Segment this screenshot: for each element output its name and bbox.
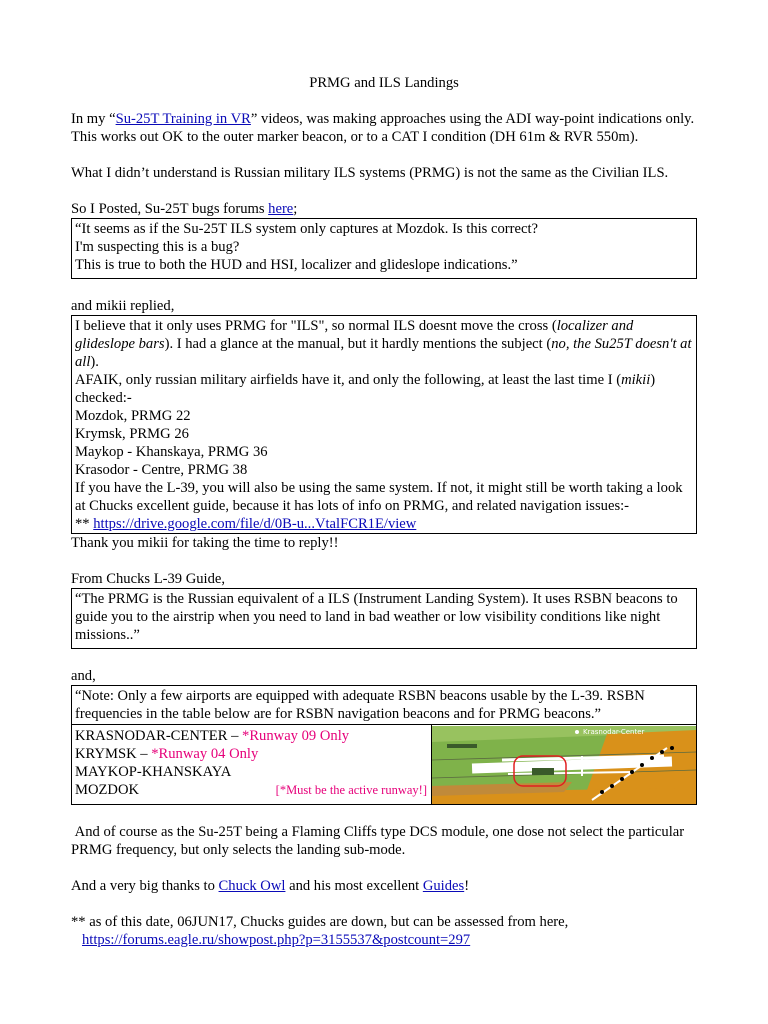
quote-line: “It seems as if the Su-25T ILS system only captures at Mozdok. Is this correct? bbox=[75, 221, 538, 237]
document-title: PRMG and ILS Landings bbox=[309, 75, 459, 91]
quote-line: I'm suspecting this is a bug? bbox=[75, 239, 240, 255]
forum-here-link[interactable]: here bbox=[268, 201, 294, 217]
google-drive-link[interactable]: https://drive.google.com/file/d/0B-u...VtalFCR1E/view bbox=[93, 516, 417, 532]
airport-row: KRASNODAR-CENTER – *Runway 09 Only bbox=[75, 728, 350, 744]
guides-link[interactable]: Guides bbox=[422, 878, 465, 894]
chucks-quote-box: “The PRMG is the Russian equivalent of a ILS (Instrument Landing System). It uses RSBN beacons to guide you to the airstrip when you need to land in bad weather or low visibility conditions like night missions..” bbox=[71, 588, 697, 649]
map-label: Krasnodar-Center bbox=[583, 728, 645, 736]
airfield-item: Krasodor - Centre, PRMG 38 bbox=[75, 462, 248, 478]
forum-quote-box bbox=[71, 218, 697, 279]
flaming-cliffs-paragraph: And of course as the Su-25T being a Flaming Cliffs type DCS module, one dose not select the particular PRMG frequency, but only selects the landing sub-mode. bbox=[71, 824, 688, 858]
reply-text: AFAIK, only russian military airfields have it, and only the following, at least the last time I (mikii) checked:- bbox=[75, 372, 656, 406]
reply-intro: and mikii replied, bbox=[71, 298, 175, 314]
rsbn-table bbox=[71, 725, 697, 805]
airport-row: MAYKOP-KHANSKAYA bbox=[75, 764, 232, 780]
intro-paragraph: In my “Su-25T Training in VR” videos, was making approaches using the ADI way-point indications only. This works out OK to the outer marker beacon, or to a CAT I condition (DH 61m & RVR 550m). bbox=[71, 111, 695, 145]
forum-link-line bbox=[71, 931, 697, 949]
airfield-map bbox=[432, 726, 696, 804]
forum-post-paragraph: So I Posted, Su-25T bugs forums here; bbox=[71, 201, 298, 217]
ils-paragraph: What I didn’t understand is Russian military ILS systems (PRMG) is not the same as the Civilian ILS. bbox=[71, 165, 669, 181]
reply-quote-box bbox=[71, 315, 697, 534]
thanks-line: Thank you mikii for taking the time to reply!! bbox=[71, 535, 339, 551]
airport-list-cell bbox=[72, 725, 432, 805]
reply-text: I believe that it only uses PRMG for "ILS", so normal ILS doesnt move the cross (localizer and glideslope bars). I had a glance at the manual, but it hardly mentions the subject (no, the Su25T doesn't at all). bbox=[75, 318, 692, 370]
guides-down-note: ** as of this date, 06JUN17, Chucks guides are down, but can be assessed from here, bbox=[71, 914, 569, 930]
eagle-forum-link[interactable]: https://forums.eagle.ru/showpost.php?p=3155537&postcount=297 bbox=[82, 932, 471, 948]
note-quote-box: “Note: Only a few airports are equipped with adequate RSBN beacons usable by the L-39. RSBN frequencies in the table below are for RSBN navigation beacons and for PRMG beacons.” bbox=[71, 685, 697, 725]
thanks-chuck-paragraph: And a very big thanks to Chuck Owl and his most excellent Guides! bbox=[71, 878, 470, 894]
chucks-intro: From Chucks L-39 Guide, bbox=[71, 571, 226, 587]
document-page bbox=[71, 74, 697, 949]
airport-row: MOZDOK [*Must be the active runway!] bbox=[75, 782, 427, 798]
and-intro: and, bbox=[71, 668, 96, 684]
chuck-owl-link[interactable]: Chuck Owl bbox=[218, 878, 286, 894]
airfield-item: Mozdok, PRMG 22 bbox=[75, 408, 191, 424]
airfield-map-cell bbox=[432, 725, 697, 805]
training-video-link[interactable]: Su-25T Training in VR bbox=[115, 111, 251, 127]
airport-row: KRYMSK – *Runway 04 Only bbox=[75, 746, 259, 762]
reply-text: If you have the L-39, you will also be using the same system. If not, it might still be worth taking a look at Chucks excellent guide, because it has lots of info on PRMG, and related navigation issues:- bbox=[75, 480, 683, 514]
guide-link-line: ** https://drive.google.com/file/d/0B-u...VtalFCR1E/view bbox=[75, 516, 417, 532]
airfield-item: Krymsk, PRMG 26 bbox=[75, 426, 189, 442]
quote-line: This is true to both the HUD and HSI, localizer and glideslope indications.” bbox=[75, 257, 518, 273]
airfield-item: Maykop - Khanskaya, PRMG 36 bbox=[75, 444, 268, 460]
